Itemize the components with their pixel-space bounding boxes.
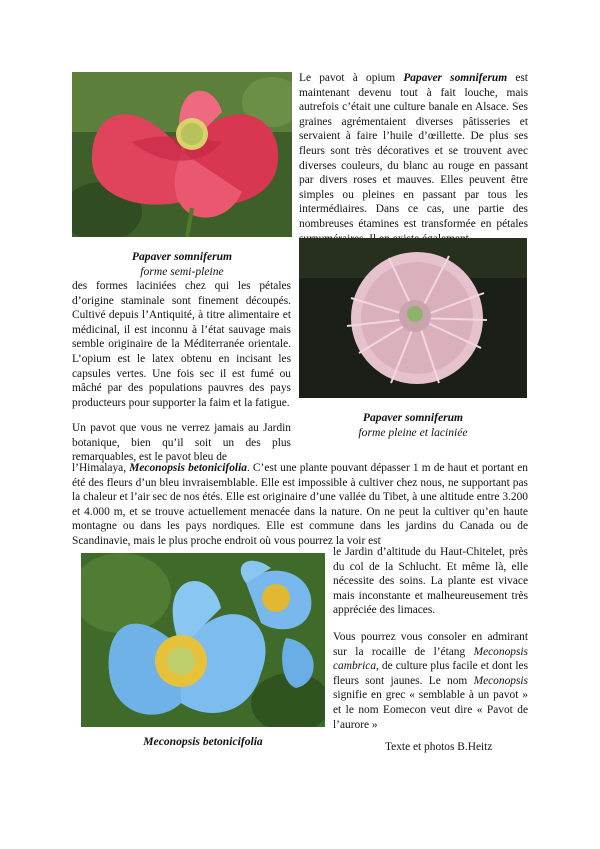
pink-poppy-illustration [299,238,527,398]
caption-laciniate-subtitle: forme pleine et laciniée [358,426,468,439]
cambrica-text-c: signifie en grec « semblable à un pavot » et le nom Eomecon veut dire « Pavot de l’aurore » [333,689,528,731]
paragraph-haut-chitelet: le Jardin d’altitude du Haut-Chitelet, près du col de la Schlucht. Et même là, elle nécessite des soins. La plante est vivace mais inconstante et malheureusement très appréciée des limaces. [333,546,528,617]
cambrica-text-b: , de culture plus facile et dont les fleurs sont jaunes. Le nom [333,660,528,687]
paragraph-meconopsis-cambrica [333,630,528,732]
paragraph-laciniate: des formes laciniées chez qui les pétales d’origine staminale sont finement découpés. Cultivé depuis l’Antiquité, à titre alimentaire et médicinal, il est inconnu à l’état sauvage mais semble originaire de la Méditerranée orientale. L’opium est le latex obtenu en incisant les capsules vertes. Une fois sec il est fumé ou mâché par des populations pauvres des pays producteurs pour supporter la faim et la fatigue. [72,280,291,409]
photo-credit: Texte et photos B.Heitz [385,741,493,753]
blue-poppy-illustration [81,553,325,727]
meconopsis-text-a: l’Himalaya, [72,462,130,474]
photo-meconopsis [81,553,325,727]
caption-semi-double-title: Papaver somniferum [131,250,233,263]
caption-laciniate-title: Papaver somniferum [362,411,464,424]
photo-papaver-semi-double [72,72,292,237]
paragraph-meconopsis [72,461,528,549]
photo-papaver-laciniate [299,238,527,398]
caption-semi-double [72,249,292,279]
red-poppy-illustration [72,72,292,237]
species-meconopsis-betonicifolia: Meconopsis betonicifolia [129,462,247,474]
species-papaver-somniferum: Papaver somniferum [403,72,508,84]
intro-text-b: est maintenant devenu tout à fait louche, mais autrefois c’était une culture banale en Alsace. Ses graines agrémentaient diverses pâtisseries et servaient à faire l’huile d’œillette. De plus ses fleurs sont très décoratives et se trouvent avec diverses couleurs, du blanc au rouge en passant par divers roses et mauves. Elles peuvent être simples ou pleines en passant par tous les intermédiaires. Dans ce cas, une partie des nombreuses étamines est transformée en pétales [299,72,528,230]
caption-meconopsis-title: Meconopsis betonicifolia [143,735,263,748]
genus-meconopsis: Meconopsis [473,674,528,687]
paragraph-blue-poppy-intro: Un pavot que vous ne verrez jamais au Jardin botanique, bien qu’il soit un des plus remarquables, est le pavot bleu de [72,422,291,464]
species-meconopsis-cambrica: Meconopsis cambrica [333,645,528,673]
intro-text-a: Le pavot à opium [299,72,404,84]
paragraph-intro [299,71,528,246]
caption-meconopsis [81,734,325,749]
caption-semi-double-subtitle: forme semi-pleine [140,265,224,278]
cambrica-text-a: Vous pourrez vous consoler en admirant sur la rocaille de l’étang [333,631,528,658]
caption-laciniate [299,410,527,440]
meconopsis-text-b: . C’est une plante pouvant dépasser 1 m de haut et portant en été des fleurs d’un bleu invraisemblable. Elle est impossible à cultiver chez nous, ne supportant pas la chaleur et l’air sec de nos étés. Elle est originaire d’une vallée du Tibet, à une altitude entre 3.200 et 4.000 m, et se trouve actuellement menacée dans la nature. On ne peut la cultiver qu’en haute montagne ou dans les pays nordiques. Elle est commune dans les jardins du Canada ou de Scandinavie, mais le plus proche endroit où vous pourrez la voir est [72,462,528,547]
